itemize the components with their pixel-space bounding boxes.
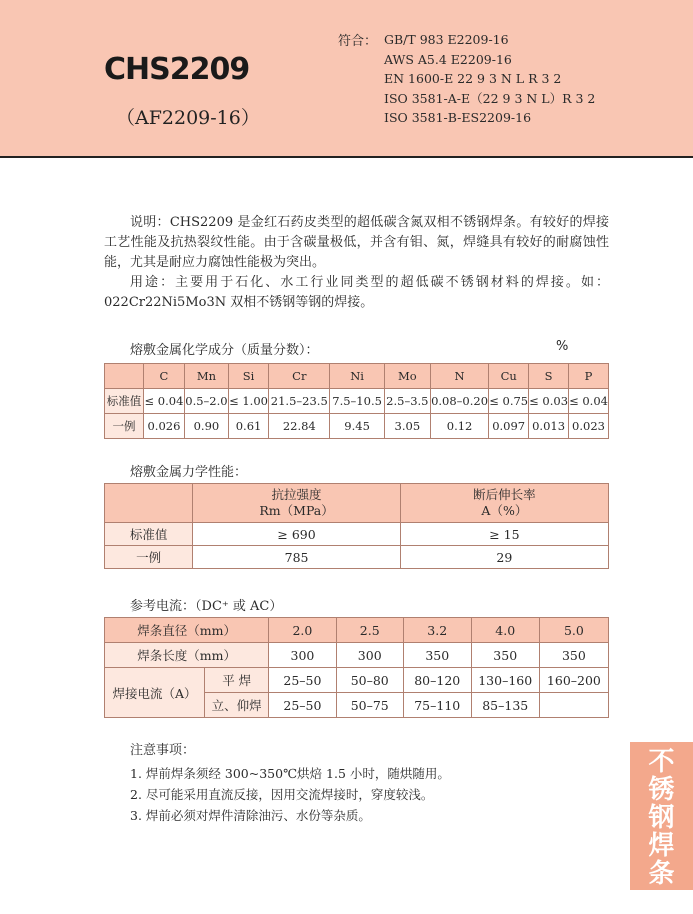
table-cell: ≤ 0.04: [143, 389, 184, 414]
table-header-row: [105, 618, 609, 643]
chemical-table: [104, 363, 609, 439]
table-cell: 焊条长度（mm）: [105, 643, 269, 668]
description-label: 说明：: [130, 215, 170, 230]
table-header-cell: Cu: [489, 364, 529, 389]
table-cell: 25–50: [269, 668, 336, 693]
standard-item: EN 1600-E 22 9 3 N L R 3 2: [384, 71, 562, 86]
table-cell: 350: [539, 643, 608, 668]
table-header-cell: Mo: [384, 364, 430, 389]
table-cell: 130–160: [471, 668, 539, 693]
table-cell: 0.013: [529, 414, 569, 439]
elongation-unit: A（%）: [481, 503, 528, 518]
table-cell: 一例: [105, 546, 193, 569]
table-cell: 25–50: [269, 693, 336, 718]
current-title-label: 参考电流：: [130, 599, 196, 614]
product-model: CHS2209: [104, 52, 250, 87]
table-cell: ≤ 0.04: [569, 389, 609, 414]
table-cell: 0.08–0.20: [430, 389, 488, 414]
table-header-cell: Ni: [330, 364, 384, 389]
usage-label: 用途：: [130, 275, 176, 290]
table-header-cell: 4.0: [471, 618, 539, 643]
standard-item: ISO 3581-A-E（22 9 3 N L）R 3 2: [384, 90, 596, 106]
table-cell: 一例: [105, 414, 144, 439]
tensile-label: 抗拉强度: [271, 487, 322, 502]
standard-item: ISO 3581-B-ES2209-16: [384, 110, 532, 125]
side-tab-char: 焊: [648, 831, 675, 861]
table-cell: 300: [336, 643, 403, 668]
table-cell: 50–75: [336, 693, 403, 718]
table-cell: 350: [403, 643, 471, 668]
table-header-row: [105, 364, 609, 389]
side-tab-char: 条: [648, 859, 675, 889]
standards-list: [384, 30, 595, 128]
table-cell: ≤ 0.03: [529, 389, 569, 414]
elongation-label: 断后伸长率: [473, 487, 536, 502]
table-cell: 75–110: [403, 693, 471, 718]
notes-title: 注意事项：: [130, 743, 196, 758]
side-tab-char: 锈: [648, 775, 675, 805]
table-row: [105, 389, 609, 414]
table-cell: 0.026: [143, 414, 184, 439]
table-header-cell: Mn: [184, 364, 228, 389]
description: [104, 213, 609, 313]
current-title-note: （DC⁺ 或 AC）: [195, 599, 283, 614]
table-cell: 785: [193, 546, 400, 569]
table-row: [105, 668, 609, 693]
standard-item: GB/T 983 E2209-16: [384, 32, 509, 47]
mechanical-title: 熔敷金属力学性能：: [130, 465, 248, 480]
table-cell: 85–135: [471, 693, 539, 718]
table-row: [105, 414, 609, 439]
table-cell: 2.5–3.5: [384, 389, 430, 414]
current-title: [130, 595, 282, 614]
note-item: 3. 焊前必须对焊件清除油污、水份等杂质。: [130, 808, 371, 823]
table-cell: 焊接电流（A）: [105, 668, 205, 718]
table-cell: 160–200: [539, 668, 608, 693]
table-cell: 0.5–2.0: [184, 389, 228, 414]
table-cell: 29: [400, 546, 608, 569]
table-header-cell: P: [569, 364, 609, 389]
table-cell: 0.90: [184, 414, 228, 439]
table-row: [105, 546, 609, 569]
table-cell: [539, 693, 608, 718]
note-item: 1. 焊前焊条须经 300~350℃烘焙 1.5 小时，随烘随用。: [130, 766, 450, 781]
notes: [130, 740, 450, 826]
table-header-cell: 3.2: [403, 618, 471, 643]
table-cell: 50–80: [336, 668, 403, 693]
table-cell: ≤ 1.00: [228, 389, 268, 414]
table-cell: 0.12: [430, 414, 488, 439]
tensile-unit: Rm（MPa）: [259, 503, 334, 518]
table-row: [105, 523, 609, 546]
table-cell: 0.023: [569, 414, 609, 439]
side-tab-char: 钢: [648, 803, 675, 833]
side-category-label: [634, 748, 689, 888]
table-row: [105, 643, 609, 668]
table-header-cell: 焊条直径（mm）: [105, 618, 269, 643]
side-tab-char: 不: [648, 747, 675, 777]
table-header-cell: Cr: [269, 364, 330, 389]
standard-item: AWS A5.4 E2209-16: [384, 51, 512, 67]
table-cell: ≤ 0.75: [489, 389, 529, 414]
table-header-cell: S: [529, 364, 569, 389]
table-cell: 0.097: [489, 414, 529, 439]
table-cell: 7.5–10.5: [330, 389, 384, 414]
table-cell: ≥ 15: [400, 523, 608, 546]
chemical-unit: %: [556, 339, 569, 354]
table-cell: 9.45: [330, 414, 384, 439]
table-header-cell: Si: [228, 364, 268, 389]
table-header-cell: 5.0: [539, 618, 608, 643]
mechanical-table: [104, 483, 609, 569]
table-header-cell: [105, 364, 144, 389]
table-header-cell: C: [143, 364, 184, 389]
table-header-cell: 2.0: [269, 618, 336, 643]
table-header-cell: [400, 484, 608, 523]
table-header-row: [105, 484, 609, 523]
description-text: CHS2209 是金红石药皮类型的超低碳含氮双相不锈钢焊条。有较好的焊接工艺性能及抗热裂纹性能。由于含碳量极低，并含有钼、氮，焊缝具有较好的耐腐蚀性能，尤其是耐应力腐蚀性能极为突出。: [104, 215, 609, 270]
table-cell: 21.5–23.5: [269, 389, 330, 414]
table-header-cell: N: [430, 364, 488, 389]
table-header-cell: 2.5: [336, 618, 403, 643]
chemical-title: 熔敷金属化学成分（质量分数）：: [130, 343, 319, 358]
product-submodel: （AF2209-16）: [116, 107, 260, 129]
table-cell: 300: [269, 643, 336, 668]
note-item: 2. 尽可能采用直流反接，因用交流焊接时，穿度较浅。: [130, 787, 434, 802]
header-divider: [0, 156, 693, 158]
table-cell: 标准值: [105, 389, 144, 414]
table-cell: 22.84: [269, 414, 330, 439]
table-cell: 80–120: [403, 668, 471, 693]
standards-label: 符合：: [338, 34, 378, 49]
table-cell: 3.05: [384, 414, 430, 439]
table-cell: 350: [471, 643, 539, 668]
table-cell: 平 焊: [205, 668, 269, 693]
table-cell: 0.61: [228, 414, 268, 439]
usage-text: 主要用于石化、水工行业同类型的超低碳不锈钢材料的焊接。如：022Cr22Ni5Mo3N 双相不锈钢等钢的焊接。: [104, 275, 609, 310]
table-header-cell: [105, 484, 193, 523]
table-cell: ≥ 690: [193, 523, 400, 546]
table-cell: 标准值: [105, 523, 193, 546]
current-table: [104, 617, 609, 718]
table-cell: 立、仰焊: [205, 693, 269, 718]
table-header-cell: [193, 484, 400, 523]
